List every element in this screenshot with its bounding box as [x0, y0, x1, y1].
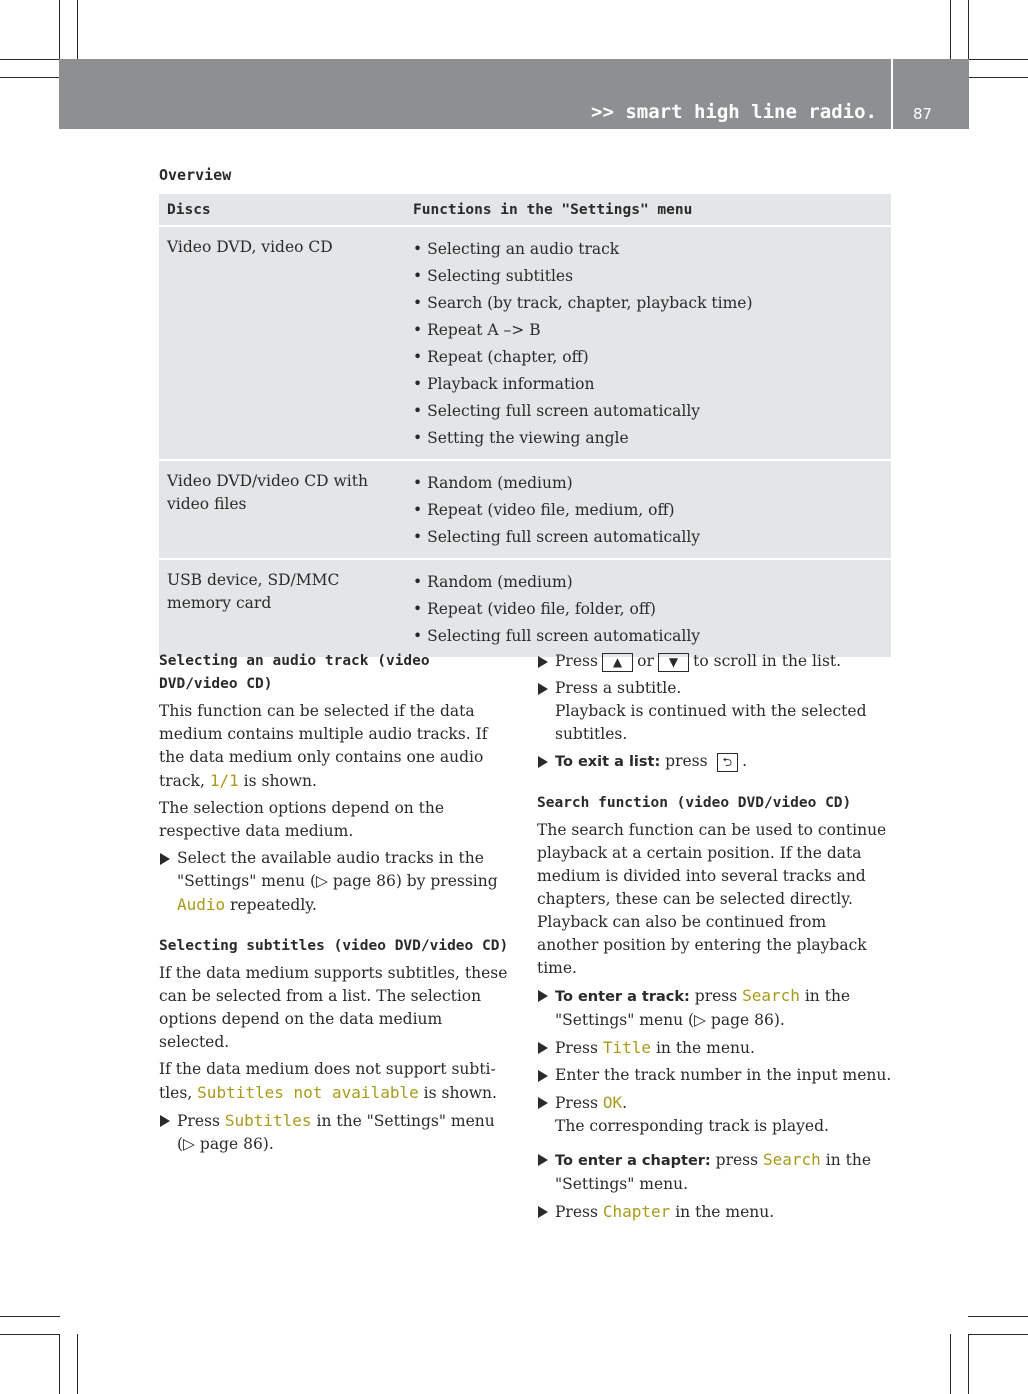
disc-cell: USB device, SD/MMC memory card: [159, 559, 405, 658]
display-text: Title: [602, 1038, 652, 1057]
crop-mark: [0, 59, 60, 60]
left-column: [159, 650, 514, 1160]
list-item: • Random (medium): [413, 569, 883, 596]
column-header-discs: Discs: [159, 194, 405, 226]
list-item: • Selecting full screen automatically: [413, 398, 883, 425]
list-item: • Repeat (chapter, off): [413, 344, 883, 371]
search-intro: The search function can be used to continue playback at a certain position. If the data medium is divided into several tracks and chapters, these can be selected directly. Playback can also be continued from another position by entering the playback time.: [537, 821, 887, 977]
audio-track-heading: Selecting an audio track (video DVD/video CD): [159, 653, 430, 692]
instruction-step: Select the available audio tracks in the "Settings" menu (▷ page 86) by pressing Audio repeatedly.: [159, 847, 514, 917]
crop-mark: [968, 0, 969, 60]
instruction-step: Press ▲ or ▼ to scroll in the list.: [537, 650, 892, 673]
instruction-step: To exit a list: press ⮌ .: [537, 750, 892, 774]
crop-mark: [59, 1334, 60, 1394]
subtitles-note: If the data medium does not support subtitles, Subtitles not available is shown.: [159, 1060, 497, 1102]
overview-title: Overview: [159, 166, 232, 184]
functions-cell: [405, 226, 891, 460]
instruction-step: Press a subtitle. Playback is continued with the selected subtitles.: [537, 677, 892, 746]
display-text: Search: [742, 986, 800, 1005]
display-text: 1/1: [209, 771, 239, 790]
back-key-icon: ⮌: [717, 753, 739, 772]
crop-mark: [968, 1334, 1028, 1335]
crop-mark: [59, 0, 60, 60]
table-header-row: [159, 194, 891, 226]
page-number-box: [893, 59, 969, 129]
instruction-step: Press OK. The corresponding track is played.: [537, 1091, 892, 1138]
section-title: >> smart high line radio.: [591, 101, 877, 123]
right-column: [537, 650, 892, 1228]
header-bar: [59, 59, 891, 129]
display-text: Search: [763, 1150, 821, 1169]
instruction-step: Press Subtitles in the "Settings" menu (▷ page 86).: [159, 1109, 514, 1156]
instruction-step: To enter a track: press Search in the "Settings" menu (▷ page 86).: [537, 984, 892, 1032]
list-item: • Random (medium): [413, 470, 883, 497]
list-item: • Selecting full screen automatically: [413, 623, 883, 650]
crop-mark: [968, 1334, 969, 1394]
audio-track-note: The selection options depend on the respective data medium.: [159, 799, 445, 840]
overview-table: [159, 194, 891, 659]
crop-mark: [0, 77, 60, 78]
instruction-step: To enter a chapter: press Search in the "Settings" menu.: [537, 1148, 892, 1196]
list-item: • Selecting full screen automatically: [413, 524, 883, 551]
list-item: • Playback information: [413, 371, 883, 398]
list-item: • Selecting subtitles: [413, 263, 883, 290]
functions-cell: [405, 559, 891, 658]
display-text: OK: [602, 1093, 623, 1112]
list-item: • Repeat (video file, medium, off): [413, 497, 883, 524]
list-item: • Selecting an audio track: [413, 236, 883, 263]
crop-mark: [968, 77, 1028, 78]
disc-cell: Video DVD, video CD: [159, 226, 405, 460]
audio-track-intro: This function can be selected if the data medium contains multiple audio tracks. If the data medium only contains one audio track, 1/1 is shown.: [159, 702, 488, 790]
list-item: • Repeat (video file, folder, off): [413, 596, 883, 623]
crop-mark: [0, 1316, 60, 1317]
list-item: • Repeat A –> B: [413, 317, 883, 344]
display-text: Subtitles not available: [197, 1083, 419, 1102]
list-item: • Search (by track, chapter, playback time): [413, 290, 883, 317]
table-row: [159, 559, 891, 658]
instruction-step: Press Title in the menu.: [537, 1036, 892, 1060]
list-item: • Setting the viewing angle: [413, 425, 883, 452]
subtitles-heading: Selecting subtitles (video DVD/video CD): [159, 938, 509, 954]
table-row: [159, 226, 891, 460]
crop-mark: [0, 1334, 60, 1335]
crop-mark: [950, 1334, 951, 1394]
up-arrow-key-icon: ▲: [602, 653, 633, 672]
crop-mark: [968, 1316, 1028, 1317]
search-heading: Search function (video DVD/video CD): [537, 795, 852, 811]
functions-cell: [405, 460, 891, 559]
disc-cell: Video DVD/video CD with video files: [159, 460, 405, 559]
display-text: Audio: [177, 895, 226, 914]
crop-mark: [968, 59, 1028, 60]
column-header-functions: Functions in the "Settings" menu: [405, 194, 891, 226]
crop-mark: [950, 0, 951, 60]
crop-mark: [77, 0, 78, 60]
crop-mark: [77, 1334, 78, 1394]
down-arrow-key-icon: ▼: [658, 653, 689, 672]
subtitles-intro: If the data medium supports subtitles, these can be selected from a list. The selection options depend on the data medium selected.: [159, 964, 508, 1051]
display-text: Chapter: [602, 1202, 671, 1221]
instruction-step: Press Chapter in the menu.: [537, 1200, 892, 1224]
instruction-step: Enter the track number in the input menu.: [537, 1064, 892, 1087]
display-text: Subtitles: [224, 1111, 312, 1130]
table-row: [159, 460, 891, 559]
page-number: 87: [913, 105, 933, 123]
